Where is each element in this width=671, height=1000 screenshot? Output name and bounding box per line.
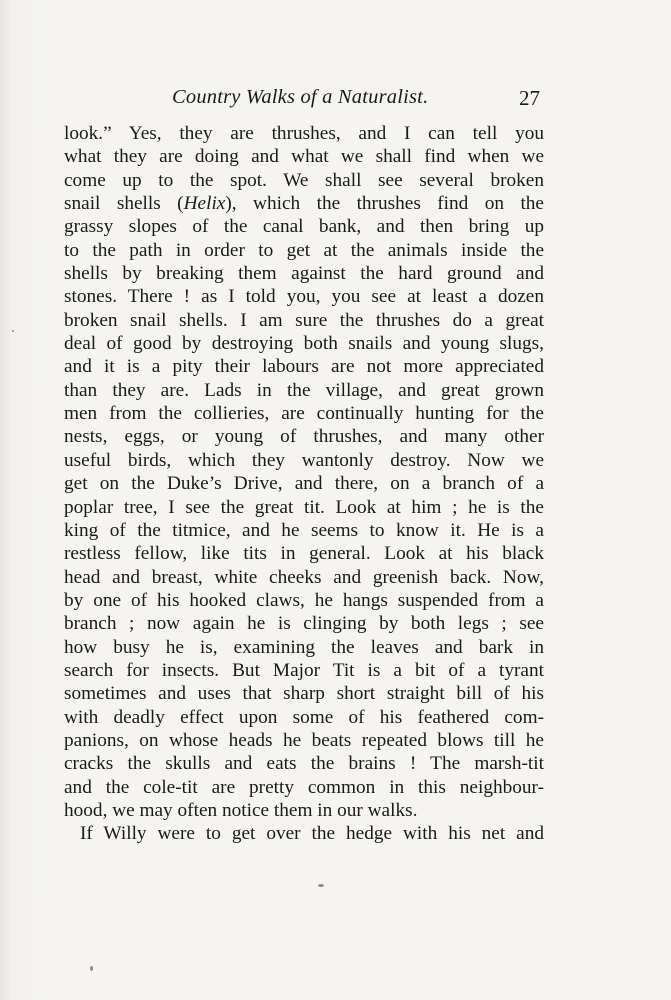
paper-speck bbox=[318, 884, 324, 887]
text-line: useful birds, which they wantonly destroy. Now we bbox=[64, 449, 544, 471]
text-line: poplar tree, I see the great tit. Look at him ; he is the bbox=[64, 496, 544, 518]
page-header bbox=[64, 86, 544, 116]
text-line-paragraph-start: If Willy were to get over the hedge with his net and bbox=[80, 823, 544, 845]
text-line: head and breast, white cheeks and greenish back. Now, bbox=[64, 566, 544, 588]
text-line: and it is a pity their labours are not more appreciated bbox=[64, 356, 544, 378]
page-number: 27 bbox=[519, 86, 540, 110]
text-line: and the cole-tit are pretty common in this neighbour- bbox=[64, 776, 544, 798]
text-line-paragraph-end: hood, we may often notice them in our walks. bbox=[64, 799, 418, 821]
text-line: branch ; now again he is clinging by both legs ; see bbox=[64, 613, 544, 635]
text-line: how busy he is, examining the leaves and bark in bbox=[64, 636, 544, 658]
text-line: shells by breaking them against the hard ground and bbox=[64, 263, 544, 285]
running-title: Country Walks of a Naturalist. bbox=[172, 86, 429, 108]
text-line: search for insects. But Major Tit is a bit of a tyrant bbox=[64, 659, 544, 681]
text-line: restless fellow, like tits in general. Look at his black bbox=[64, 543, 544, 565]
text-line: panions, on whose heads he beats repeated blows till he bbox=[64, 729, 544, 751]
text-line: sometimes and uses that sharp short straight bill of his bbox=[64, 683, 544, 705]
text-line: nests, eggs, or young of thrushes, and many other bbox=[64, 426, 544, 448]
text-line: by one of his hooked claws, he hangs suspended from a bbox=[64, 589, 544, 611]
text-line: grassy slopes of the canal bank, and then bring up bbox=[64, 216, 544, 238]
text-line: than they are. Lads in the village, and great grown bbox=[64, 379, 544, 401]
text-line-helix bbox=[64, 192, 544, 215]
paper-speck bbox=[12, 330, 14, 332]
text-line: men from the collieries, are continually hunting for the bbox=[64, 403, 544, 425]
text-line: broken snail shells. I am sure the thrushes do a great bbox=[64, 309, 544, 331]
text-line: cracks the skulls and eats the brains ! The marsh-tit bbox=[64, 753, 544, 775]
text-line: king of the titmice, and he seems to know it. He is a bbox=[64, 519, 544, 541]
text-line: what they are doing and what we shall find when we bbox=[64, 146, 544, 168]
text-line: stones. There ! as I told you, you see at least a dozen bbox=[64, 286, 544, 308]
helix-italic: Helix bbox=[183, 193, 226, 215]
text-line: come up to the spot. We shall see several broken bbox=[64, 169, 544, 191]
text-line: with deadly effect upon some of his feathered com- bbox=[64, 706, 544, 728]
paper-speck bbox=[90, 966, 93, 971]
text-line: deal of good by destroying both snails and young slugs, bbox=[64, 333, 544, 355]
text-line-content: snail shells (Helix), which the thrushes find on the bbox=[64, 193, 544, 215]
text-line: look.” Yes, they are thrushes, and I can tell you bbox=[64, 123, 544, 144]
body-text bbox=[64, 122, 544, 846]
text-line: get on the Duke’s Drive, and there, on a branch of a bbox=[64, 473, 544, 495]
text-line: to the path in order to get at the animals inside the bbox=[64, 239, 544, 261]
